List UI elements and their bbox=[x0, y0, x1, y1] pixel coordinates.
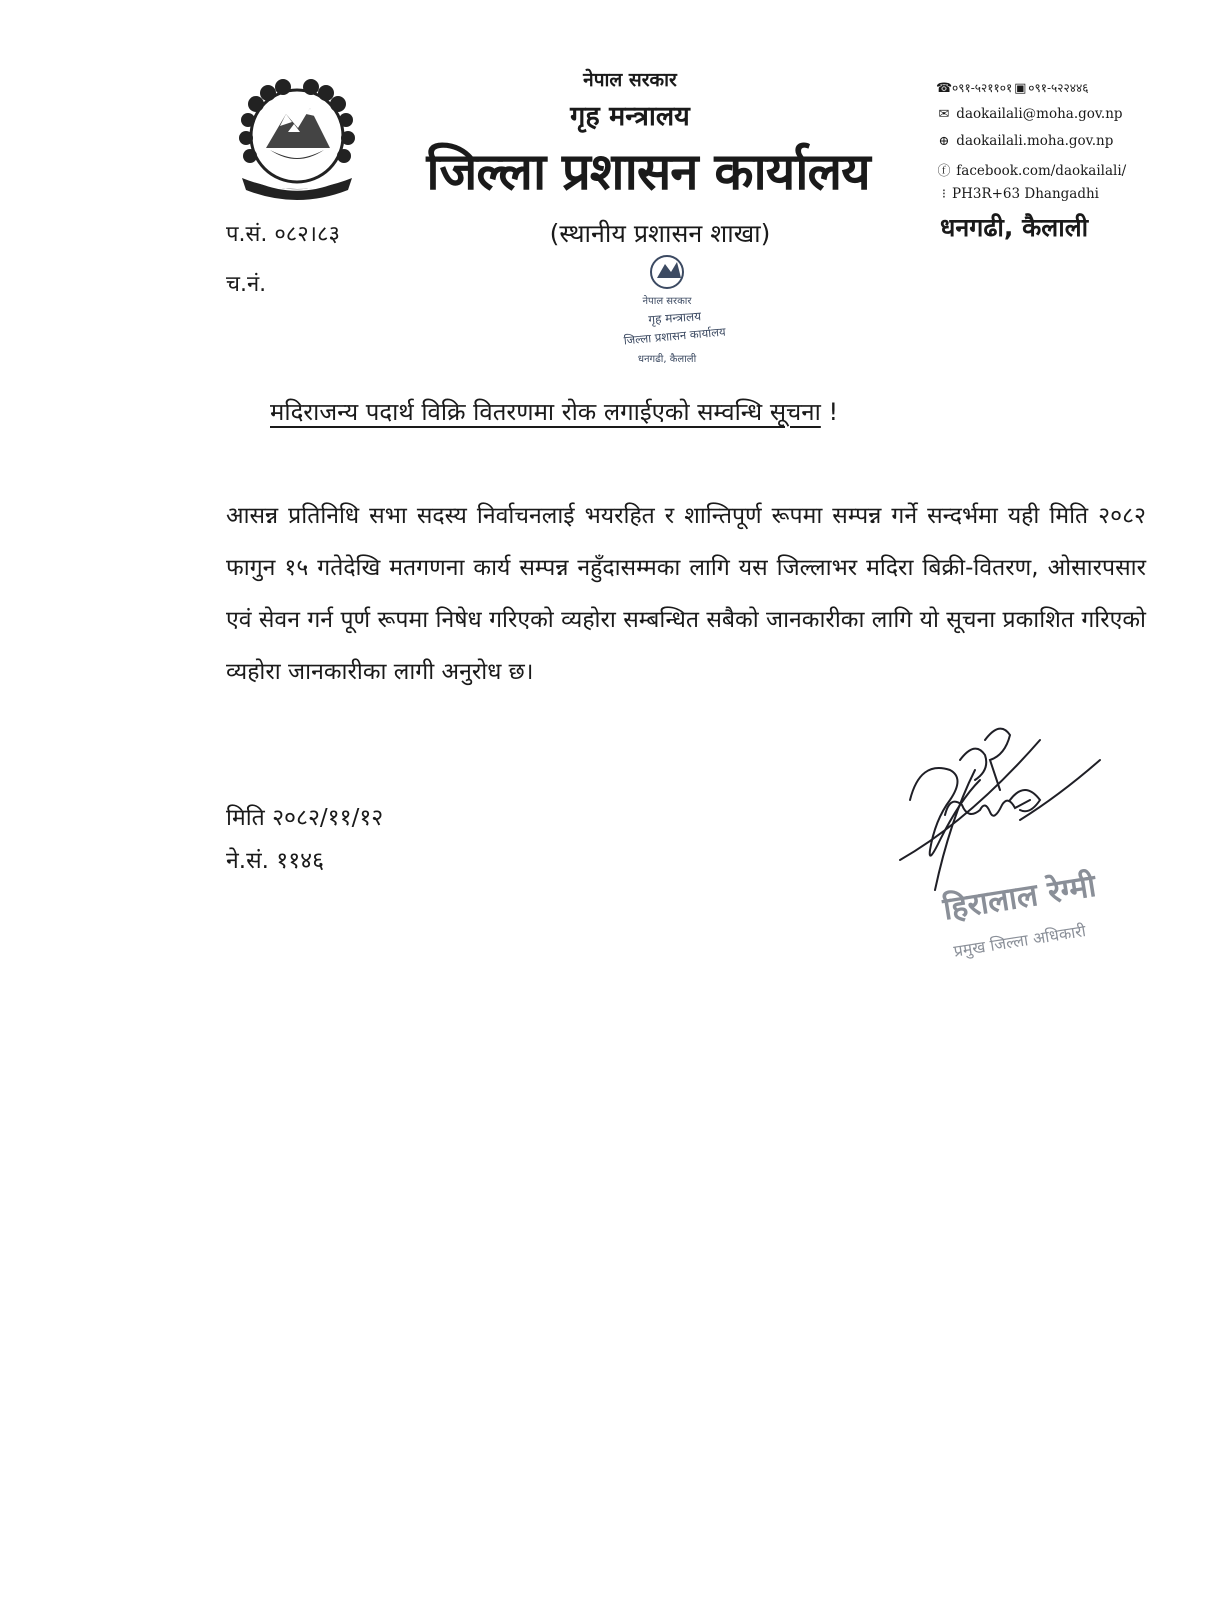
website-url[interactable]: daokailali.moha.gov.np bbox=[956, 133, 1114, 149]
facebook-icon: ⓕ bbox=[937, 164, 951, 179]
subject-exclamation: ! bbox=[828, 398, 839, 426]
plus-code-line bbox=[936, 186, 1099, 202]
location-pin-icon: ⁝ bbox=[941, 187, 947, 202]
phone-fax-line bbox=[936, 79, 1088, 96]
stamp-line-4: धनगढी, कैलाली bbox=[637, 354, 697, 365]
plus-code: PH3R+63 Dhangadhi bbox=[952, 186, 1099, 202]
globe-icon: ⊕ bbox=[938, 134, 950, 149]
ministry-name: गृह मन्त्रालय bbox=[570, 101, 690, 132]
notice-body: आसन्न प्रतिनिधि सभा सदस्य निर्वाचनलाई भयरहित र शान्तिपूर्ण रूपमा सम्पन्न गर्ने सन्दर्भमा यही मिति २०८२ फागुन १५ गतेदेखि मतगणना कार्य सम्पन्न नहुँदासम्मका लागि यस जिल्लाभर मदिरा बिक्री-वितरण, ओसारपसार एवं सेवन गर्न पूर्ण रूपमा निषेध गरिएको व्यहोरा सम्बन्धित सबैको जानकारीका लागि यो सूचना प्रकाशित गरिएको व्यहोरा जानकारीका लागी अनुरोध छ। bbox=[226, 503, 1146, 685]
office-stamp bbox=[605, 252, 765, 377]
stamp-line-2: गृह मन्त्रालय bbox=[647, 309, 702, 327]
letter-number: प.सं. ०८२।८३ bbox=[226, 222, 340, 247]
signatory-name: हिरालाल रेग्मी bbox=[940, 867, 1099, 928]
email-address[interactable]: daokailali@moha.gov.np bbox=[956, 106, 1123, 122]
facebook-line bbox=[936, 160, 1126, 179]
phone-icon: ☎ bbox=[936, 81, 953, 96]
signatory-title: प्रमुख जिल्ला अधिकारी bbox=[952, 921, 1088, 961]
stamp-line-1: नेपाल सरकार bbox=[642, 296, 692, 307]
fax-icon: ▣ bbox=[1014, 81, 1027, 96]
office-location: धनगढी, कैलाली bbox=[940, 213, 1089, 242]
branch-name: (स्थानीय प्रशासन शाखा) bbox=[549, 219, 771, 248]
office-name: जिल्ला प्रशासन कार्यालय bbox=[426, 143, 870, 202]
handwritten-signature bbox=[890, 700, 1130, 900]
dispatch-number: च.नं. bbox=[226, 272, 267, 297]
facebook-url[interactable]: facebook.com/daokailali/ bbox=[956, 163, 1127, 179]
envelope-icon: ✉ bbox=[938, 107, 950, 122]
notice-subject bbox=[270, 395, 838, 428]
government-name: नेपाल सरकार bbox=[583, 69, 677, 91]
nepal-sambat-year: ने.सं. ११४६ bbox=[226, 848, 325, 874]
stamp-line-3: जिल्ला प्रशासन कार्यालय bbox=[623, 324, 727, 348]
nepal-emblem bbox=[228, 78, 366, 204]
notice-date: मिति २०८२/११/१२ bbox=[226, 805, 384, 831]
website-line bbox=[936, 133, 1113, 149]
subject-text: मदिराजन्य पदार्थ विक्रि वितरणमा रोक लगाईएको सम्वन्धि सूचना bbox=[270, 398, 821, 426]
fax-number: ०९१-५२२४४६ bbox=[1028, 81, 1089, 95]
email-line bbox=[936, 106, 1123, 122]
phone-number: ०९१-५२११०१ bbox=[952, 81, 1013, 95]
